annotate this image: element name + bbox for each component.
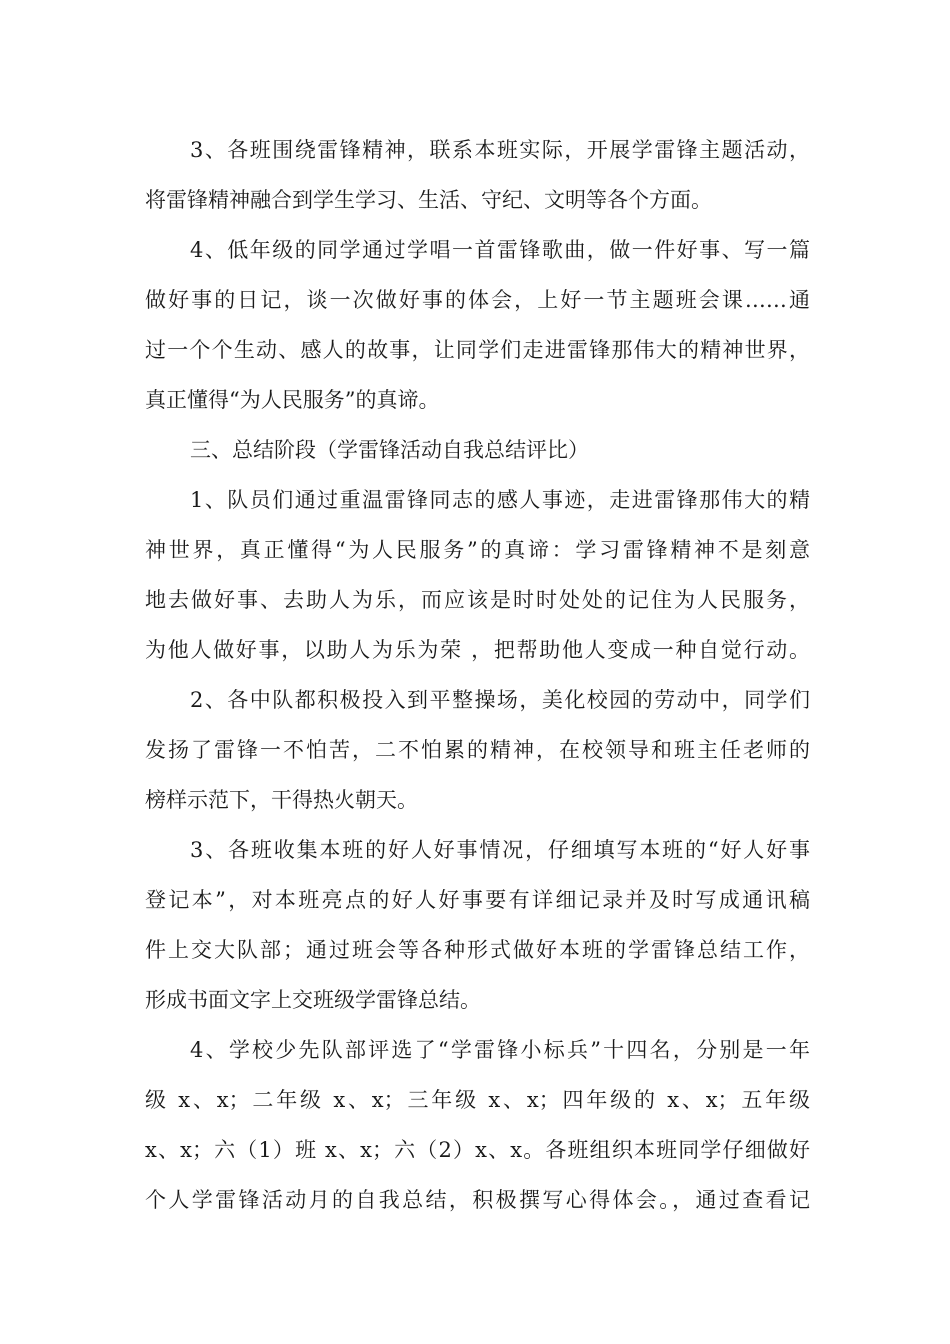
text-line: 做好事的日记，谈一次做好事的体会，上好一节主题班会课……通 [145,288,810,312]
text-line: 4、低年级的同学通过学唱一首雷锋歌曲，做一件好事、写一篇 [190,238,810,262]
text-line: 2、各中队都积极投入到平整操场，美化校园的劳动中，同学们 [190,688,810,712]
text-line: 个人学雷锋活动月的自我总结，积极撰写心得体会。，通过查看记 [145,1188,810,1212]
text-line: 3、各班围绕雷锋精神，联系本班实际，开展学雷锋主题活动， [190,138,810,162]
text-line: 件上交大队部；通过班会等各种形式做好本班的学雷锋总结工作， [145,938,810,962]
text-line: 3、各班收集本班的好人好事情况，仔细填写本班的“好人好事 [190,838,810,862]
text-line: 过一个个生动、感人的故事，让同学们走进雷锋那伟大的精神世界， [145,338,810,362]
text-line: 真正懂得“为人民服务”的真谛。 [145,388,440,412]
text-line: 地去做好事、去助人为乐，而应该是时时处处的记住为人民服务， [145,588,810,612]
text-line: 为他人做好事，以助人为乐为荣 ，把帮助他人变成一种自觉行动。 [145,638,810,662]
text-line: 登记本”，对本班亮点的好人好事要有详细记录并及时写成通讯稿 [145,888,810,912]
text-line: x、x；六（1）班 x、x；六（2）x、x。各班组织本班同学仔细做好 [145,1138,810,1162]
text-line: 将雷锋精神融合到学生学习、生活、守纪、文明等各个方面。 [145,188,712,212]
text-line: 发扬了雷锋一不怕苦，二不怕累的精神，在校领导和班主任老师的 [145,738,810,762]
text-line: 榜样示范下，干得热火朝天。 [145,788,418,812]
text-line: 4、学校少先队部评选了“学雷锋小标兵”十四名，分别是一年 [190,1038,810,1062]
text-line: 级 x、x；二年级 x、x；三年级 x、x；四年级的 x、x；五年级 [145,1088,810,1112]
text-line: 形成书面文字上交班级学雷锋总结。 [145,988,481,1012]
text-line: 神世界，真正懂得“为人民服务”的真谛：学习雷锋精神不是刻意 [145,538,810,562]
section-heading: 三、总结阶段（学雷锋活动自我总结评比） [190,438,589,462]
text-line: 1、队员们通过重温雷锋同志的感人事迹，走进雷锋那伟大的精 [190,488,810,512]
